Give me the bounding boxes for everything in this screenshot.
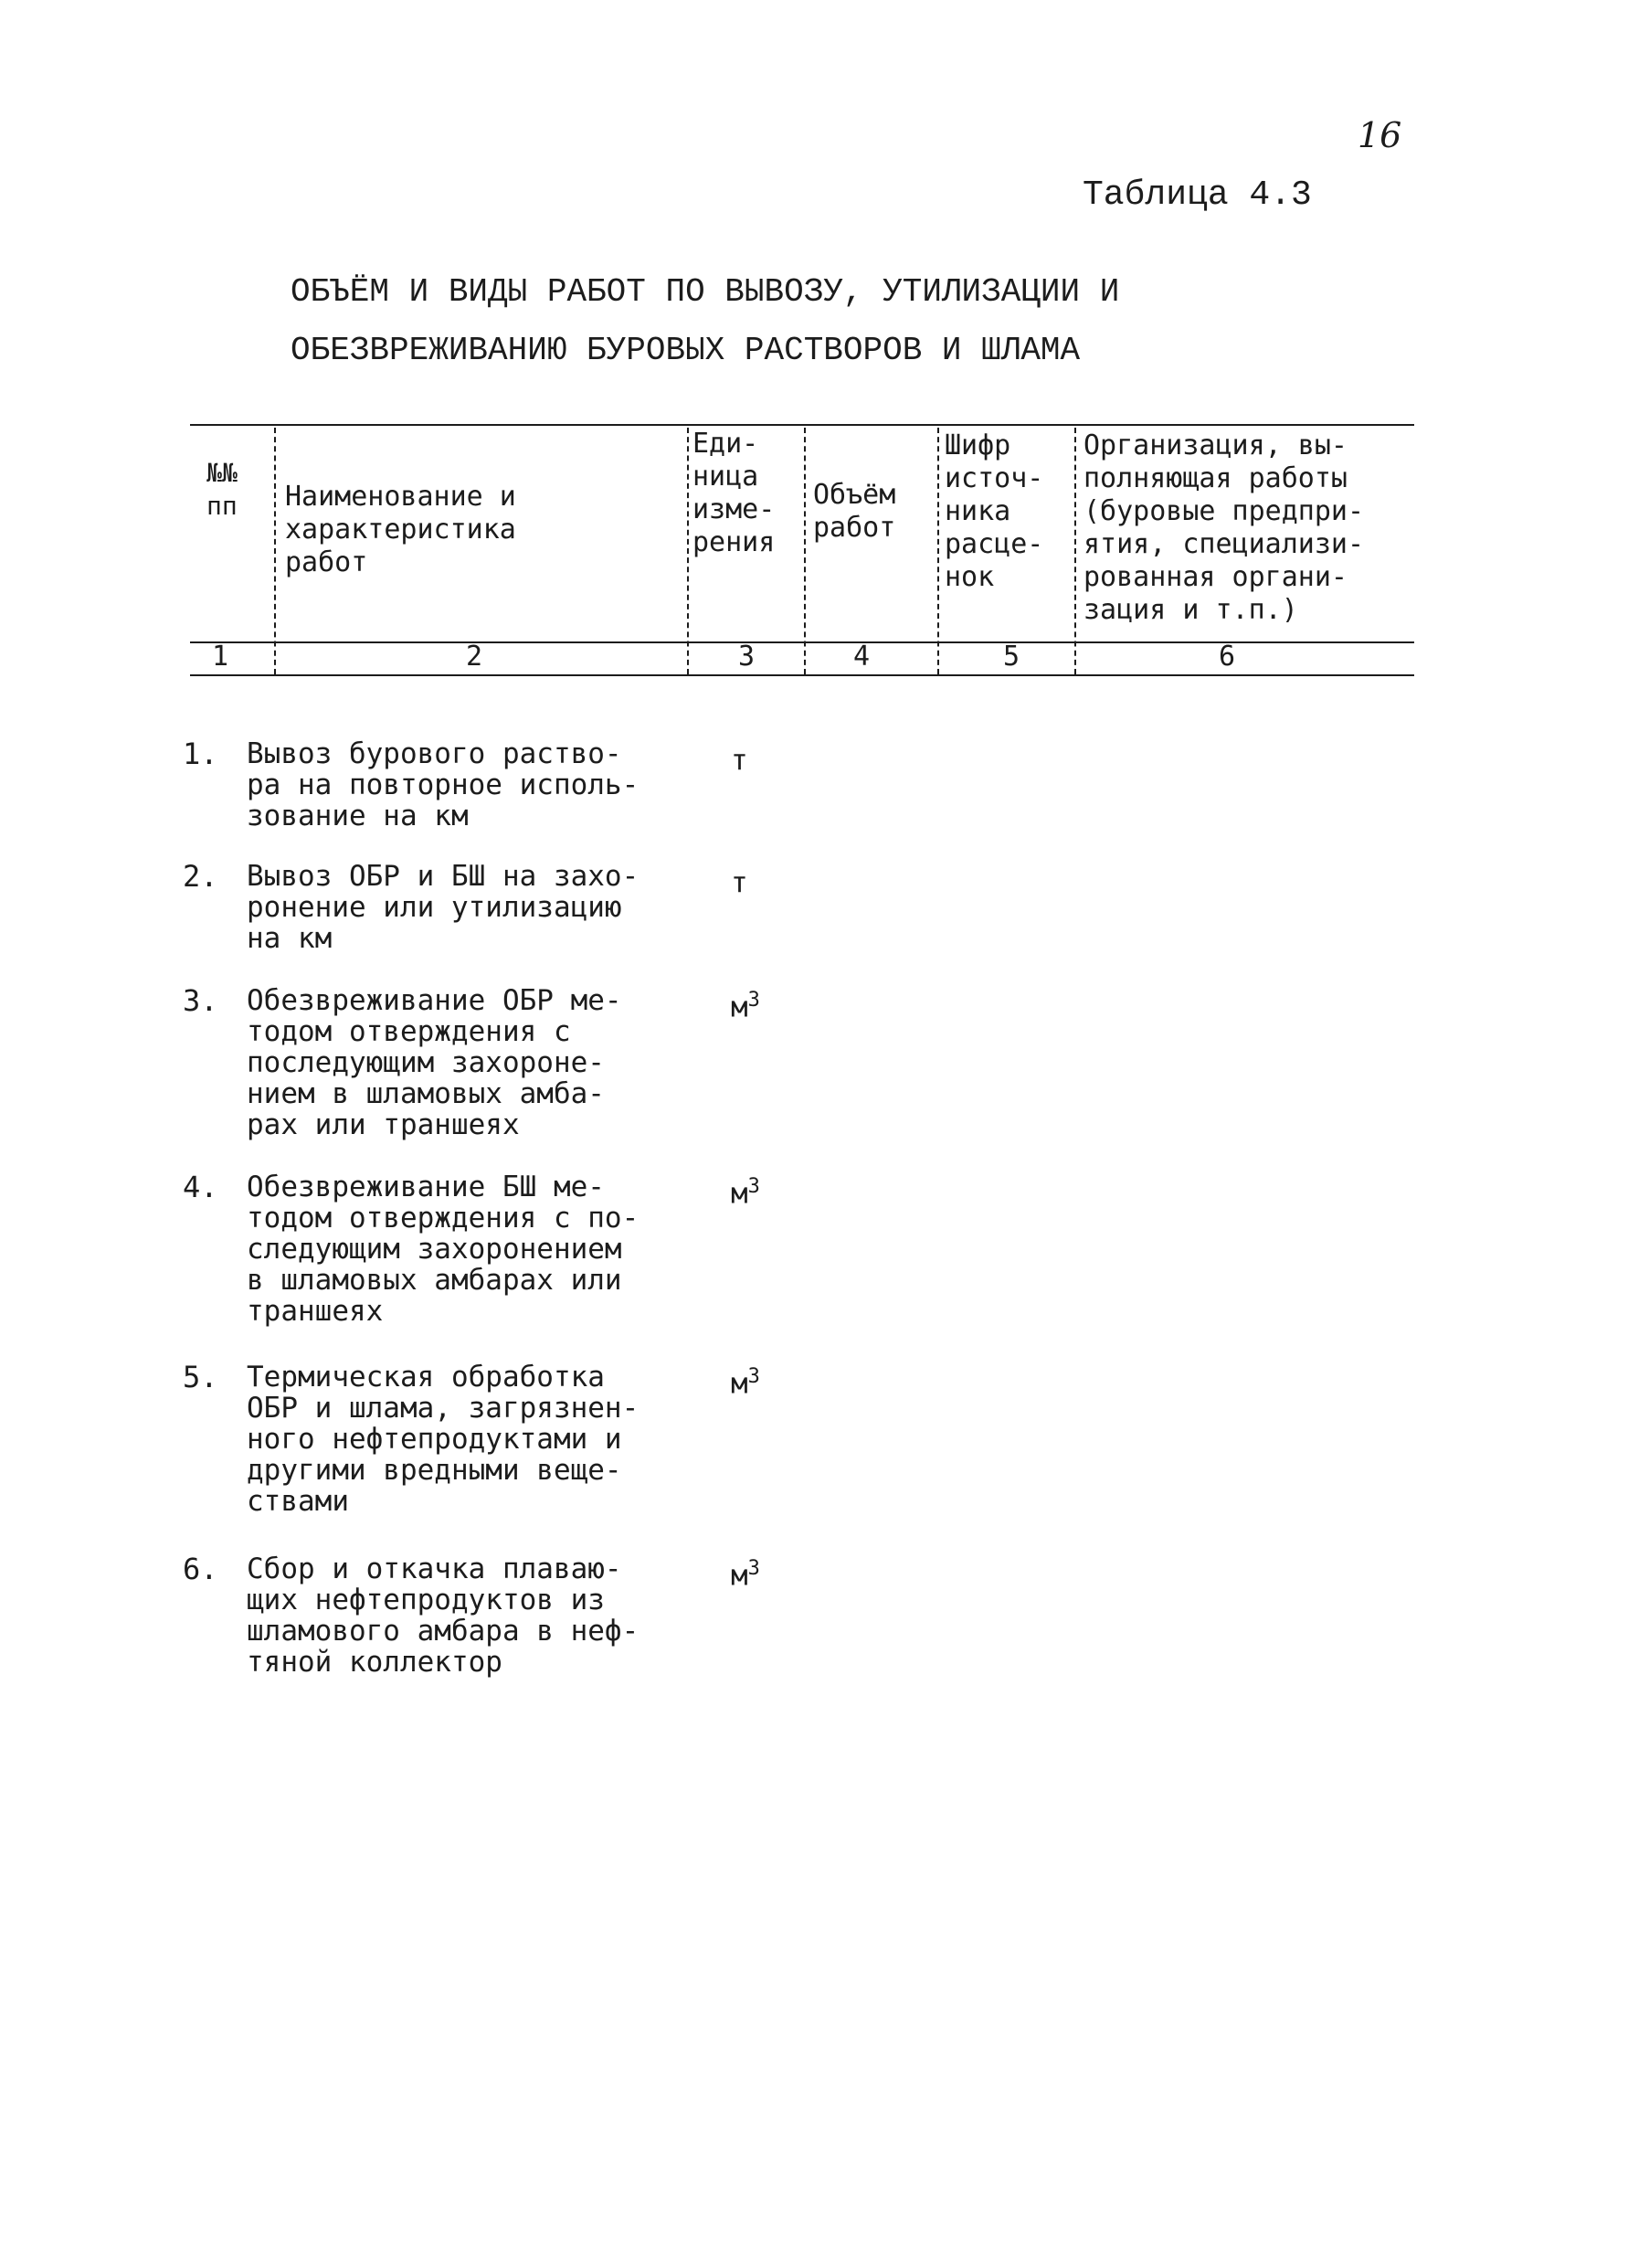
item-description: Термическая обработка ОБР и шлама, загрязнен- ного нефтепродуктами и другими вредными веще- ствами (247, 1361, 640, 1518)
unit-text: т (731, 744, 748, 778)
unit-text: т (731, 866, 748, 900)
header-cell-organization: Организация, вы- полняющая работы (буровые предпри- ятия, специализи- рованная органи- зация и т.п.) (1083, 429, 1365, 626)
item-unit (731, 985, 760, 1023)
item-unit (731, 1171, 760, 1209)
header-cell-name: Наименование и характеристика работ (285, 481, 516, 578)
header-cell-price-code: Шифр источ- ника расце- нок (945, 429, 1044, 593)
item-description: Обезвреживание ОБР ме- тодом отверждения с последующим захороне- нием в шламовых амба- рах или траншеях (247, 984, 622, 1141)
item-number: 2. (183, 859, 218, 894)
unit-superscript: 3 (747, 1365, 760, 1388)
item-description: Сбор и откачка плаваю- щих нефтепродуктов из шламового амбара в неф- тяной коллектор (247, 1553, 640, 1679)
unit-superscript: 3 (747, 1175, 760, 1198)
column-divider (937, 428, 939, 674)
column-number-4: 4 (853, 641, 871, 673)
column-number-rule (190, 674, 1414, 676)
item-number: 5. (183, 1360, 218, 1394)
column-divider (687, 428, 689, 674)
column-number-2: 2 (466, 641, 483, 673)
column-number-3: 3 (738, 641, 756, 673)
item-unit (731, 1362, 760, 1399)
header-cell-volume: Объём работ (813, 479, 896, 544)
unit-text: м (731, 1177, 748, 1211)
document-title (291, 263, 1478, 380)
item-number: 6. (183, 1552, 218, 1586)
header-cell-number: №№ пп (206, 458, 238, 521)
table-label: Таблица 4.3 (1083, 175, 1312, 215)
column-number-6: 6 (1219, 641, 1236, 673)
unit-superscript: 3 (747, 1557, 760, 1580)
unit-text: м (731, 1559, 748, 1593)
unit-text: м (731, 1367, 748, 1401)
title-line-2: ОБЕЗВРЕЖИВАНИЮ БУРОВЫХ РАСТВОРОВ И ШЛАМА (291, 332, 1081, 369)
header-cell-unit: Еди- ница изме- рения (692, 428, 776, 558)
item-description: Вывоз ОБР и БШ на захо- ронение или утилизацию на км (247, 860, 640, 955)
unit-superscript: 3 (747, 989, 760, 1012)
table-top-rule (190, 424, 1414, 426)
column-divider (274, 428, 276, 674)
unit-text: м (731, 991, 748, 1024)
column-divider (1074, 428, 1076, 674)
column-number-1: 1 (212, 641, 229, 673)
item-description: Обезвреживание БШ ме- тодом отверждения с по- следующим захоронением в шламовых амбарах или траншеях (247, 1171, 640, 1328)
item-number: 1. (183, 737, 218, 771)
item-number: 4. (183, 1170, 218, 1204)
item-unit (731, 1553, 760, 1591)
column-number-5: 5 (1003, 641, 1020, 673)
item-unit (731, 861, 748, 898)
page-number: 16 (1358, 115, 1402, 155)
column-divider (804, 428, 806, 674)
item-number: 3. (183, 983, 218, 1018)
title-line-1: ОБЪЁМ И ВИДЫ РАБОТ ПО ВЫВОЗУ, УТИЛИЗАЦИИ И (291, 273, 1120, 311)
item-unit (731, 738, 748, 776)
item-description: Вывоз бурового раство- ра на повторное исполь- зование на км (247, 737, 640, 832)
